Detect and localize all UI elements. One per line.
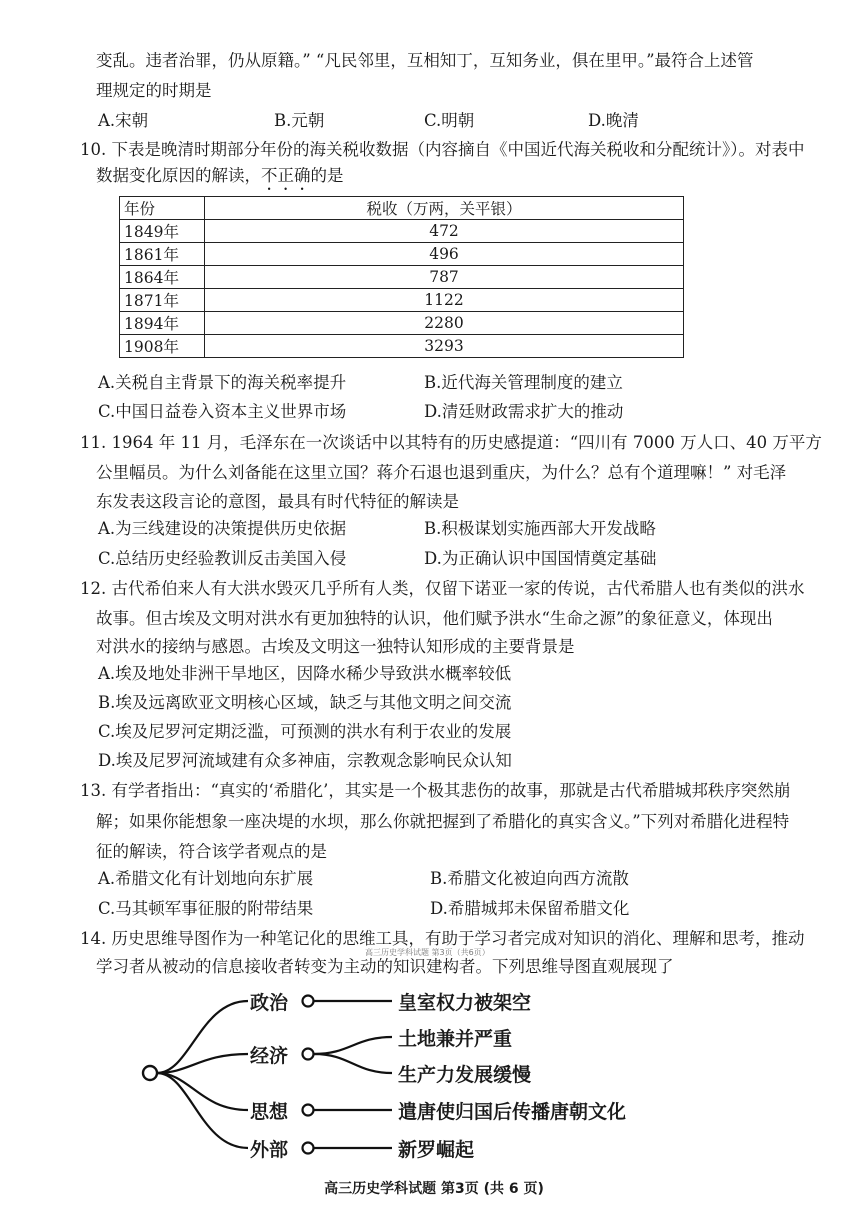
q13-text-line1: 13. 有学者指出：“真实的‘希腊化’，其实是一个极其悲伤的故事，那就是古代希腊城邦秩序突然崩 bbox=[80, 781, 791, 800]
table-cell-tax: 472 bbox=[205, 220, 684, 243]
table-row bbox=[120, 289, 684, 312]
table-cell-year: 1894年 bbox=[120, 312, 205, 335]
q10-text-line2: 数据变化原因的解读，不正确的是 bbox=[96, 166, 344, 185]
branch-node-icon bbox=[303, 1143, 314, 1154]
leaf-royal-power: 皇室权力被架空 bbox=[398, 992, 532, 1014]
q13-text-line2: 解；如果你能想象一座决堤的水坝，那么你就把握到了希腊化的真实含义。”下列对希腊化进程特 bbox=[96, 812, 790, 831]
leaf-envoys-culture: 遣唐使归国后传播唐朝文化 bbox=[398, 1101, 627, 1123]
table-row bbox=[120, 312, 684, 335]
leaf-silla-rise: 新罗崛起 bbox=[398, 1139, 475, 1161]
q10-option-b: B.近代海关管理制度的建立 bbox=[424, 373, 623, 392]
table-cell-tax: 787 bbox=[205, 266, 684, 289]
branch-politics: 政治 bbox=[250, 992, 289, 1014]
q12-text-line2: 故事。但古埃及文明对洪水有更加独特的认识，他们赋予洪水“生命之源”的象征意义，体现出 bbox=[96, 609, 773, 628]
q10-text-line1: 10. 下表是晚清时期部分年份的海关税收数据（内容摘自《中国近代海关税收和分配统计》）。对表中 bbox=[80, 140, 805, 159]
q12-option-b: B.埃及远离欧亚文明核心区域，缺乏与其他文明之间交流 bbox=[98, 693, 512, 712]
table-cell-tax: 2280 bbox=[205, 312, 684, 335]
q12-option-d: D.埃及尼罗河流域建有众多神庙，宗教观念影响民众认知 bbox=[98, 751, 512, 770]
mind-map bbox=[130, 980, 670, 1160]
table-header-row bbox=[120, 197, 684, 220]
leaf-land-annexation: 土地兼并严重 bbox=[398, 1028, 513, 1050]
q12-option-c: C.埃及尼罗河定期泛滥，可预测的洪水有利于农业的发展 bbox=[98, 722, 512, 741]
branch-thought: 思想 bbox=[250, 1101, 289, 1123]
table-cell-year: 1908年 bbox=[120, 335, 205, 358]
q9-option-d: D.晚清 bbox=[588, 111, 639, 130]
q10-option-c: C.中国日益卷入资本主义世界市场 bbox=[98, 402, 347, 421]
table-row bbox=[120, 243, 684, 266]
branch-external: 外部 bbox=[250, 1139, 289, 1161]
q11-text-line3: 东发表这段言论的意图，最具有时代特征的解读是 bbox=[96, 492, 459, 511]
q10-option-d: D.清廷财政需求扩大的推动 bbox=[424, 402, 624, 421]
table-cell-tax: 1122 bbox=[205, 289, 684, 312]
q10-emphasis: 不正确 bbox=[261, 166, 311, 185]
q11-text-line1: 11. 1964 年 11 月，毛泽东在一次谈话中以其特有的历史感提道：“四川有 7000 万人口、40 万平方 bbox=[80, 433, 822, 452]
table-cell-year: 1861年 bbox=[120, 243, 205, 266]
q9-option-a: A.宋朝 bbox=[98, 111, 149, 130]
table-row bbox=[120, 335, 684, 358]
branch-node-icon bbox=[303, 1105, 314, 1116]
faint-stamp: 高三历史学科试题 第3页（共6页） bbox=[365, 948, 490, 957]
q13-option-d: D.希腊城邦未保留希腊文化 bbox=[430, 899, 630, 918]
q12-text-line1: 12. 古代希伯来人有大洪水毁灭几乎所有人类，仅留下诺亚一家的传说，古代希腊人也有类似的洪水 bbox=[80, 579, 805, 598]
q9-text-line2: 理规定的时期是 bbox=[96, 81, 212, 100]
branch-economy: 经济 bbox=[250, 1045, 289, 1067]
q10-option-a: A.关税自主背景下的海关税率提升 bbox=[98, 373, 347, 392]
q11-option-b: B.积极谋划实施西部大开发战略 bbox=[424, 519, 656, 538]
q12-option-a: A.埃及地处非洲干旱地区，因降水稀少导致洪水概率较低 bbox=[98, 664, 512, 683]
table-header-tax: 税收（万两，关平银） bbox=[205, 197, 684, 220]
q14-text-line1: 14. 历史思维导图作为一种笔记化的思维工具，有助于学习者完成对知识的消化、理解和思考，推动 bbox=[80, 929, 805, 948]
q9-text-line1: 变乱。违者治罪，仍从原籍。” “凡民邻里，互相知丁，互知务业，俱在里甲。”最符合上述管 bbox=[96, 51, 754, 70]
leaf-productivity: 生产力发展缓慢 bbox=[398, 1064, 532, 1086]
q12-text-line3: 对洪水的接纳与感恩。古埃及文明这一独特认知形成的主要背景是 bbox=[96, 637, 575, 656]
table-cell-year: 1864年 bbox=[120, 266, 205, 289]
q14-text-line2: 学习者从被动的信息接收者转变为主动的知识建构者。下列思维导图直观展现了 bbox=[96, 957, 674, 976]
branch-node-icon bbox=[303, 996, 314, 1007]
root-node-icon bbox=[143, 1066, 157, 1080]
q9-option-c: C.明朝 bbox=[424, 111, 475, 130]
q11-option-a: A.为三线建设的决策提供历史依据 bbox=[98, 519, 347, 538]
table-header-year: 年份 bbox=[120, 197, 205, 220]
table-cell-year: 1849年 bbox=[120, 220, 205, 243]
table-row bbox=[120, 220, 684, 243]
q9-option-b: B.元朝 bbox=[274, 111, 325, 130]
q13-option-c: C.马其顿军事征服的附带结果 bbox=[98, 899, 314, 918]
tax-table bbox=[119, 196, 684, 358]
table-cell-year: 1871年 bbox=[120, 289, 205, 312]
branch-node-icon bbox=[303, 1049, 314, 1060]
table-cell-tax: 496 bbox=[205, 243, 684, 266]
page-footer: 高三历史学科试题 第3页 (共 6 页) bbox=[324, 1181, 544, 1197]
q13-text-line3: 征的解读，符合该学者观点的是 bbox=[96, 842, 327, 861]
table-cell-tax: 3293 bbox=[205, 335, 684, 358]
q11-option-d: D.为正确认识中国国情奠定基础 bbox=[424, 549, 657, 568]
q13-option-b: B.希腊文化被迫向西方流散 bbox=[430, 869, 629, 888]
table-row bbox=[120, 266, 684, 289]
q11-option-c: C.总结历史经验教训反击美国入侵 bbox=[98, 549, 347, 568]
q11-text-line2: 公里幅员。为什么刘备能在这里立国？蒋介石退也退到重庆，为什么？总有个道理嘛！” 对毛泽 bbox=[96, 463, 787, 482]
q13-option-a: A.希腊文化有计划地向东扩展 bbox=[98, 869, 314, 888]
